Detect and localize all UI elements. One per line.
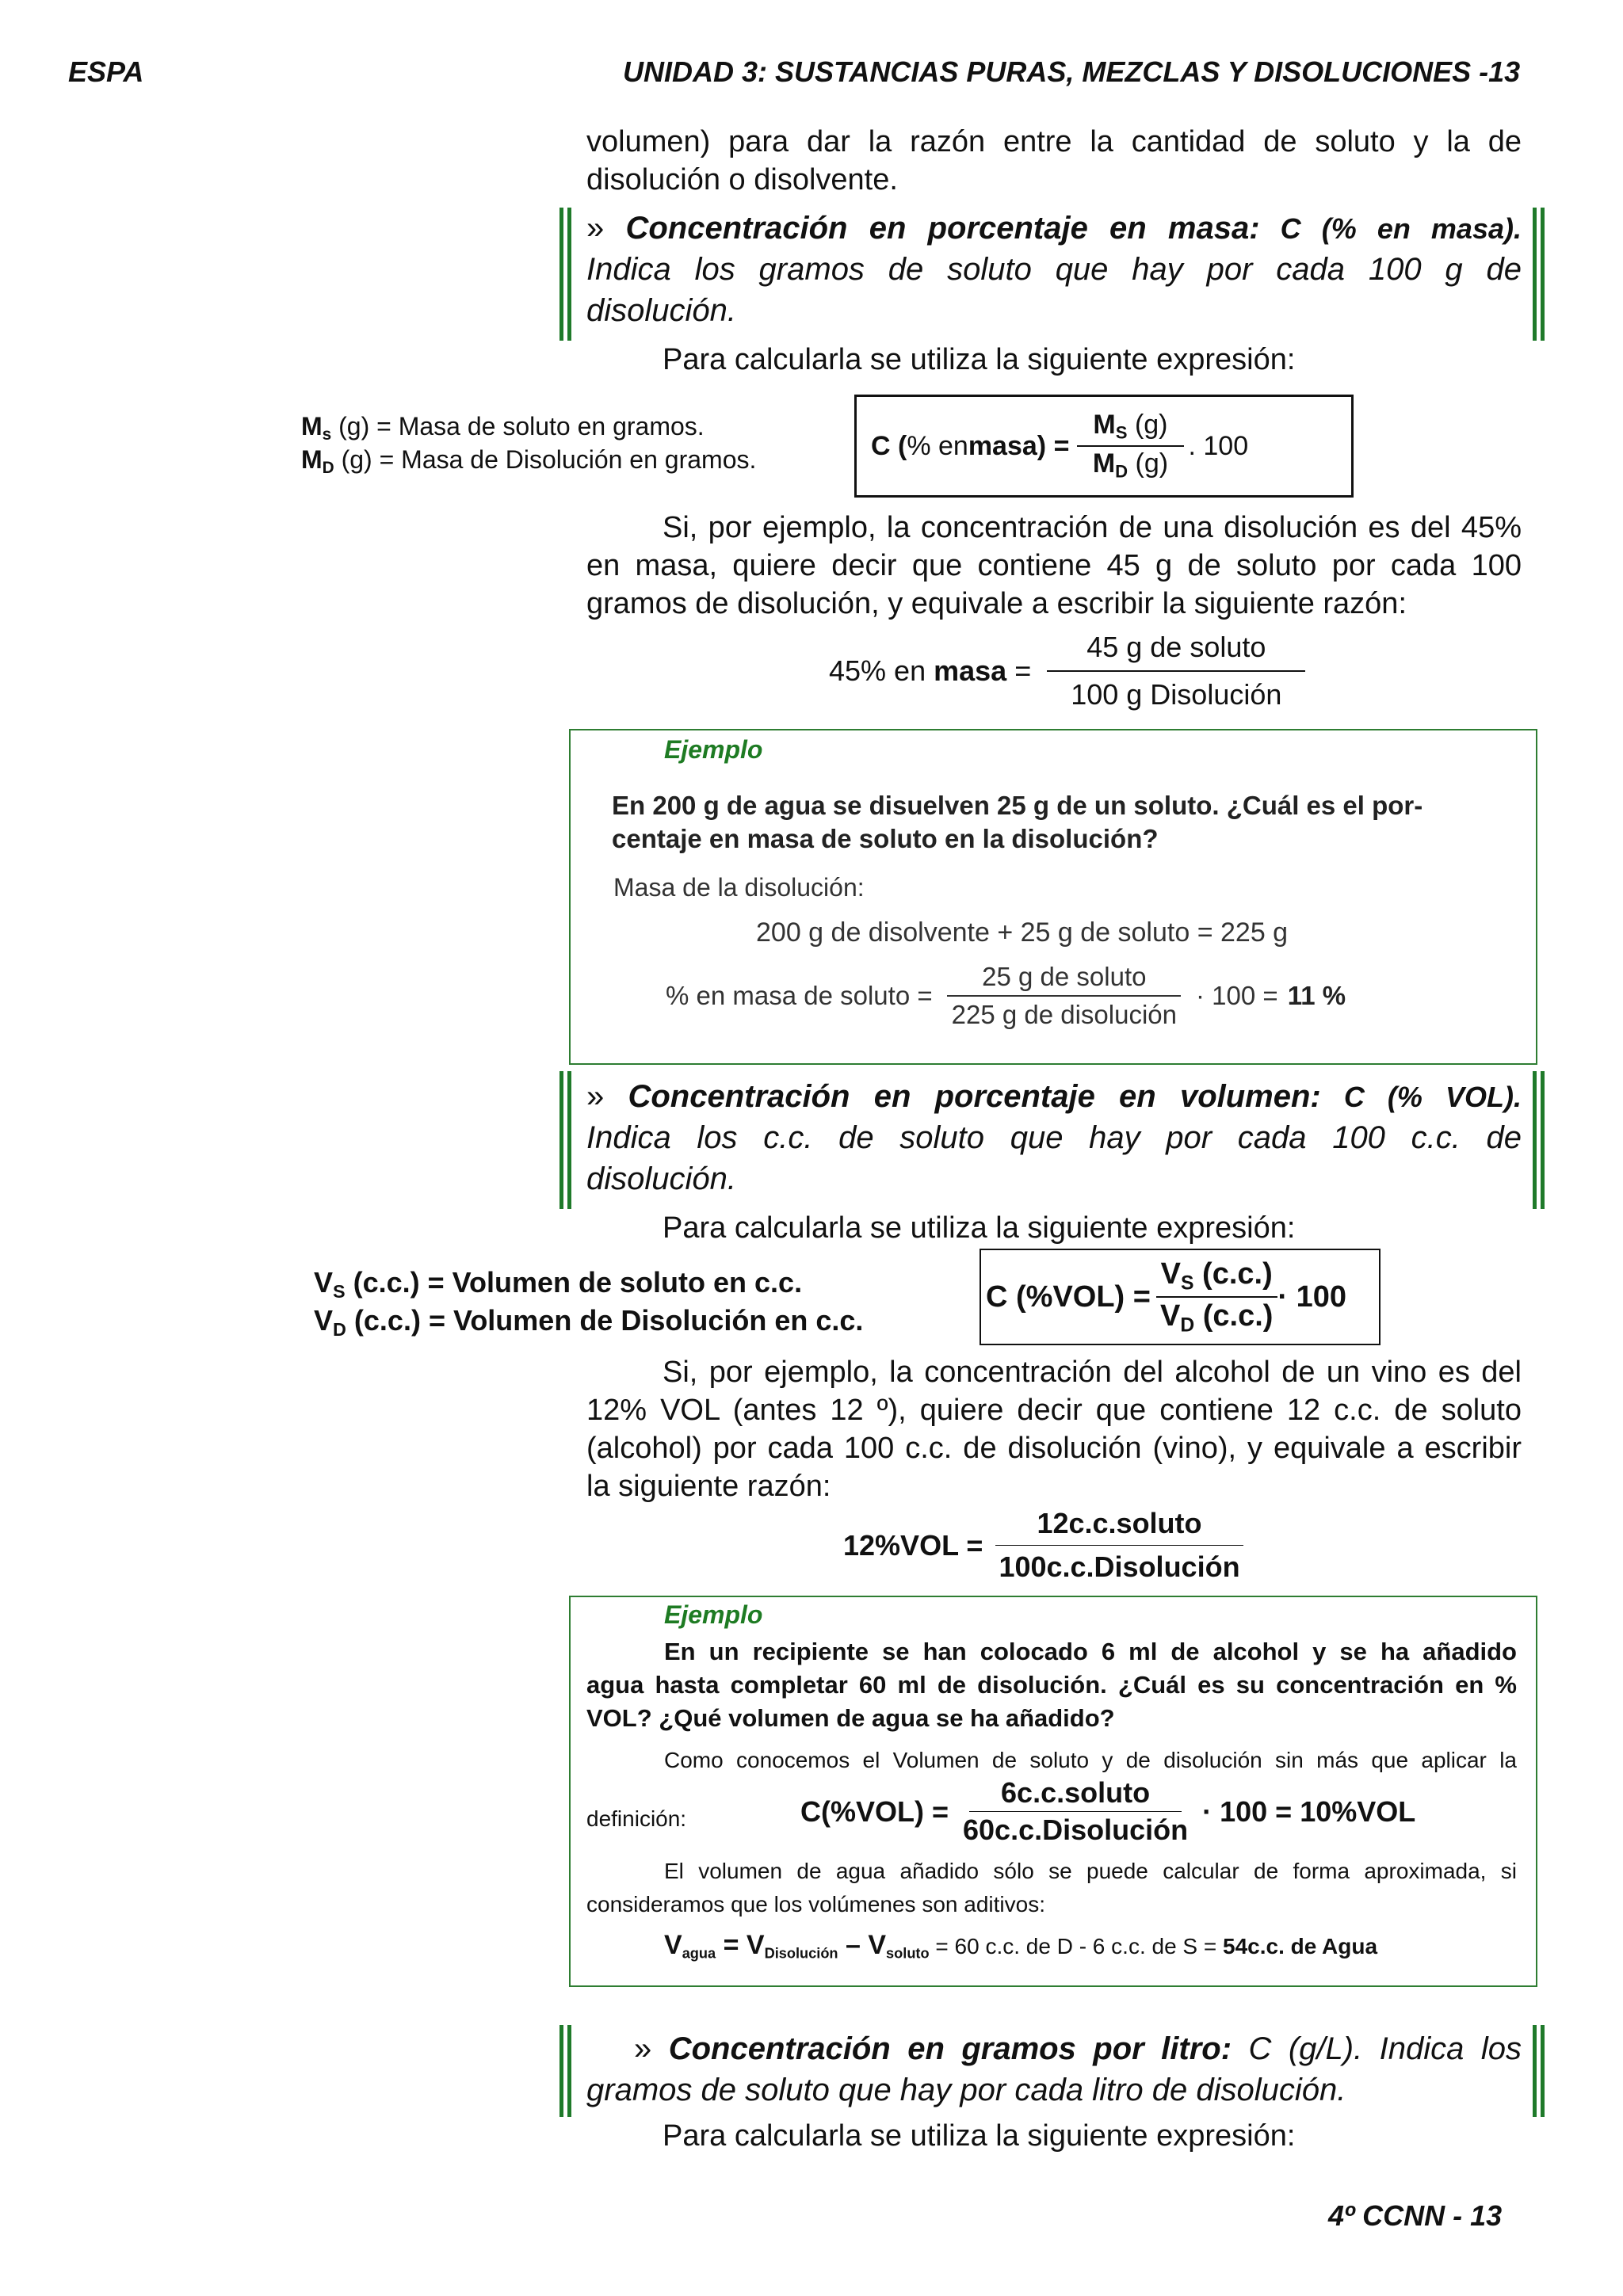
example-1-question-line-2: centaje en masa de soluto en la disolución?	[612, 824, 1159, 853]
definition-bar-left	[567, 1071, 571, 1209]
example-1-mass-label: Masa de la disolución:	[613, 873, 865, 902]
example-2-title: Ejemplo	[664, 1600, 763, 1629]
example-1-sum: 200 g de disolvente + 25 g de soluto = 225 g	[756, 917, 1289, 948]
formula-masa: masa	[968, 430, 1037, 461]
den-symbol: V	[1159, 1299, 1181, 1333]
definition-bar-left	[559, 2025, 563, 2117]
example-2-water-1: El volumen de agua añadido sólo se puede calcular de forma aproximada, si	[664, 1859, 1517, 1883]
num-unit: (g)	[1127, 410, 1168, 441]
example-2-box	[569, 1596, 1537, 1987]
gl-definition-name: Concentración en gramos por litro:	[668, 2031, 1232, 2066]
vol-definition-line-3: disolución.	[586, 1161, 737, 1196]
calc-numerator: 6c.c.soluto	[969, 1776, 1182, 1812]
formula-pct: % en	[907, 430, 968, 461]
pct-label: % en masa de soluto =	[666, 981, 933, 1010]
vol-definition-symbol: C (% VOL).	[1320, 1081, 1522, 1113]
intro-line-2: disolución o disolvente.	[586, 163, 898, 196]
header-left: ESPA	[68, 55, 144, 88]
legend-subscript: D	[333, 1319, 346, 1341]
fraction-numerator	[1156, 1257, 1277, 1298]
example-1-question-line-1: En 200 g de agua se disuelven 25 g de un soluto. ¿Cuál es el por-	[612, 791, 1423, 820]
mass-definition-symbol: C (% en masa).	[1259, 212, 1522, 245]
mass-definition-line-2: Indica los gramos de soluto que hay por cada 100 g de	[586, 252, 1522, 287]
pct-denominator: 225 g de disolución	[951, 1000, 1178, 1029]
formula-close: ) =	[1037, 430, 1070, 461]
gl-calc-text: Para calcularla se utiliza la siguiente expresión:	[663, 2119, 1296, 2153]
mass-formula-box	[854, 395, 1354, 498]
vagua-symbol-1: V	[664, 1930, 682, 1960]
fraction-numerator	[1077, 410, 1183, 447]
mass-ratio	[829, 631, 1305, 711]
vol-legend-1	[314, 1266, 802, 1302]
ratio-fraction	[991, 1507, 1247, 1584]
legend-symbol: V	[314, 1266, 334, 1299]
pct-numerator: 25 g de soluto	[947, 962, 1181, 997]
mass-fraction	[1077, 410, 1183, 482]
vol-example-line-1: Si, por ejemplo, la concentración del alcohol de un vino es del	[663, 1356, 1522, 1389]
pct-result: 11 %	[1287, 981, 1346, 1010]
vol-fraction	[1155, 1257, 1277, 1337]
bullet: »	[586, 1079, 628, 1114]
calc-denominator: 60c.c.Disolución	[963, 1814, 1189, 1846]
vol-formula-box	[980, 1249, 1381, 1345]
definition-bar-left	[559, 1071, 563, 1209]
vagua-symbol-3: V	[868, 1930, 887, 1960]
example-1-percentage	[666, 962, 1346, 1030]
legend-symbol: M	[301, 412, 323, 441]
vagua-sub-3: soluto	[886, 1945, 930, 1962]
bullet: »	[586, 211, 626, 246]
ratio-lhs: 12%VOL =	[843, 1528, 983, 1562]
vagua-sub-2: Disolución	[764, 1945, 838, 1962]
legend-text: (g) = Masa de soluto en gramos.	[331, 412, 705, 441]
mass-example-line-3: gramos de disolución, y equivale a escribir la siguiente razón:	[586, 587, 1407, 620]
ratio-numerator: 12c.c.soluto	[995, 1507, 1243, 1546]
vol-example-line-4: la siguiente razón:	[586, 1470, 831, 1503]
ratio-lhs-c: =	[1006, 654, 1032, 687]
ratio-denominator: 100 g Disolución	[1071, 678, 1282, 711]
formula-c: C (	[871, 430, 907, 461]
vol-legend-2	[314, 1304, 863, 1341]
definition-bar-right	[1533, 1071, 1537, 1209]
example-2-water-2: consideramos que los volúmenes son aditivos:	[586, 1892, 1045, 1917]
definition-bar-right	[1533, 208, 1537, 341]
ratio-fraction	[1047, 631, 1305, 711]
legend-text: (g) = Masa de Disolución en gramos.	[334, 445, 757, 474]
example-1-box	[569, 729, 1537, 1065]
definition-bar-left	[567, 208, 571, 341]
vol-ratio	[843, 1507, 1248, 1584]
ratio-denominator: 100c.c.Disolución	[999, 1550, 1240, 1583]
gl-definition-line-2: gramos de soluto que hay por cada litro de disolución.	[586, 2073, 1346, 2107]
legend-subscript: D	[322, 459, 334, 478]
legend-text: (c.c.) = Volumen de soluto en c.c.	[345, 1266, 803, 1299]
den-subscript: D	[1180, 1314, 1195, 1337]
vagua-symbol-2: V	[746, 1930, 765, 1960]
definition-bar-left	[567, 2025, 571, 2117]
vol-calc-text: Para calcularla se utiliza la siguiente expresión:	[663, 1211, 1296, 1245]
vagua-rest: = 60 c.c. de D - 6 c.c. de S =	[929, 1934, 1224, 1958]
legend-text: (c.c.) = Volumen de Disolución en c.c.	[346, 1304, 864, 1337]
mass-example-line-2: en masa, quiere decir que contiene 45 g de soluto por cada 100	[586, 549, 1522, 582]
ratio-numerator: 45 g de soluto	[1047, 631, 1305, 672]
num-unit: (c.c.)	[1193, 1257, 1273, 1291]
pct-fraction	[944, 962, 1185, 1030]
vol-definition-title	[586, 1076, 1522, 1118]
definition-bar-right	[1541, 1071, 1545, 1209]
formula-times: · 100	[1277, 1280, 1347, 1314]
gl-definition-tail: C (g/L). Indica los	[1232, 2031, 1522, 2066]
calc-fraction	[955, 1776, 1196, 1847]
vagua-eq: =	[716, 1930, 747, 1960]
vagua-result: 54c.c. de Agua	[1223, 1934, 1378, 1958]
den-symbol: M	[1092, 448, 1116, 479]
example-2-calc	[800, 1776, 1415, 1847]
vol-example-line-3: (alcohol) por cada 100 c.c. de disolución (vino), y equivale a escribir	[586, 1432, 1522, 1465]
example-1-question	[612, 789, 1423, 856]
den-unit: (g)	[1128, 448, 1169, 479]
definition-bar-right	[1541, 208, 1545, 341]
definition-bar-left	[559, 208, 563, 341]
header-right: UNIDAD 3: SUSTANCIAS PURAS, MEZCLAS Y DISOLUCIONES -13	[623, 55, 1521, 88]
num-symbol: V	[1160, 1257, 1182, 1291]
formula-lhs: C (%VOL) =	[986, 1280, 1151, 1314]
definition-bar-right	[1533, 2025, 1537, 2117]
den-subscript: D	[1115, 461, 1128, 482]
calc-tail: · 100 = 10%VOL	[1202, 1794, 1416, 1828]
mass-formula	[857, 410, 1248, 482]
example-2-known-1: Como conocemos el Volumen de soluto y de disolución sin más que aplicar la	[664, 1748, 1517, 1772]
vol-example-line-2: 12% VOL (antes 12 º), quiere decir que contiene 12 c.c. de soluto	[586, 1394, 1522, 1427]
example-2-question-line-3: VOL? ¿Qué volumen de agua se ha añadido?	[586, 1704, 1115, 1732]
gl-definition-title	[586, 2028, 1522, 2069]
mass-definition-line-3: disolución.	[586, 293, 737, 328]
vol-definition-name: Concentración en porcentaje en volumen:	[628, 1079, 1321, 1114]
legend-subscript: S	[333, 1281, 346, 1302]
bullet: »	[634, 2031, 669, 2066]
vagua-minus: –	[838, 1930, 869, 1960]
vagua-sub-1: agua	[682, 1945, 716, 1962]
fraction-denominator	[1155, 1298, 1277, 1337]
mass-definition-title	[586, 208, 1522, 250]
vol-definition-line-2: Indica los c.c. de soluto que hay por cada 100 c.c. de	[586, 1120, 1522, 1155]
definition-bar-right	[1541, 2025, 1545, 2117]
num-symbol: M	[1093, 410, 1116, 441]
example-2-vagua	[664, 1930, 1377, 1962]
pct-tail: · 100 =	[1196, 981, 1278, 1010]
intro-line-1: volumen) para dar la razón entre la cantidad de soluto y la de	[586, 125, 1522, 158]
calc-lhs: C(%VOL) =	[800, 1794, 949, 1828]
mass-calc-text: Para calcularla se utiliza la siguiente expresión:	[663, 343, 1296, 376]
num-subscript: S	[1115, 423, 1128, 443]
ratio-lhs	[829, 654, 1031, 688]
den-unit: (c.c.)	[1194, 1299, 1274, 1333]
legend-symbol: V	[314, 1304, 334, 1337]
fraction-denominator	[1085, 447, 1176, 482]
example-2-question-line-1: En un recipiente se han colocado 6 ml de alcohol y se ha añadido	[664, 1638, 1517, 1665]
page-footer: 4º CCNN - 13	[1328, 2199, 1503, 2232]
mass-legend-2	[301, 442, 756, 486]
example-2-question-line-2: agua hasta completar 60 ml de disolución. ¿Cuál es su concentración en %	[586, 1671, 1517, 1699]
ratio-lhs-b: masa	[934, 654, 1007, 687]
formula-times: . 100	[1188, 430, 1249, 461]
example-1-title: Ejemplo	[664, 735, 763, 764]
mass-definition-name: Concentración en porcentaje en masa:	[625, 211, 1260, 246]
legend-subscript: s	[322, 425, 332, 444]
example-2-known-2: definición:	[586, 1806, 687, 1831]
vol-formula	[981, 1257, 1346, 1337]
legend-symbol: M	[301, 445, 323, 474]
mass-example-line-1: Si, por ejemplo, la concentración de una disolución es del 45%	[663, 511, 1522, 544]
ratio-lhs-a: 45% en	[829, 654, 934, 687]
num-subscript: S	[1181, 1272, 1194, 1294]
